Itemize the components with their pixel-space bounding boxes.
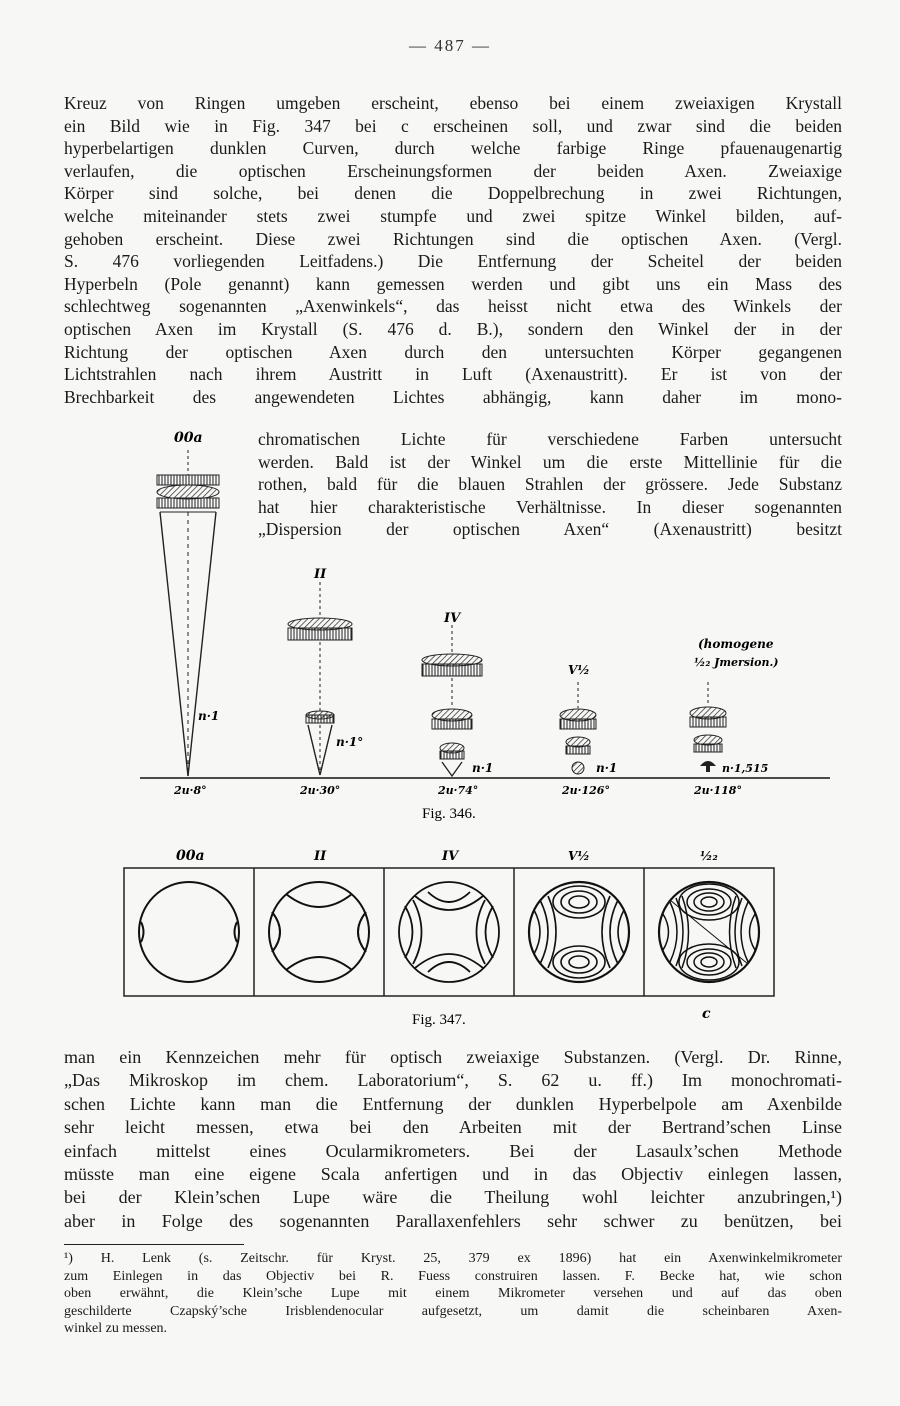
interference-panel-IV xyxy=(399,882,499,982)
footnote-rule xyxy=(64,1244,244,1245)
paragraph-2-line: „Dispersion der optischen Axen“ (Axenaustritt) besitzt xyxy=(258,519,842,540)
interference-panel-00a xyxy=(139,882,239,982)
figure-346 xyxy=(110,420,850,830)
fig346-n-00a: n·1 xyxy=(198,709,220,723)
paragraph-3-line: schen Lichte kann man die Entfernung der dunklen Hyperbelpole am Axenbilde xyxy=(64,1093,842,1114)
paragraph-1-line: Hyperbeln (Pole genannt) kann gemessen werden und gibt uns ein Mass des xyxy=(64,273,842,294)
paragraph-2-line: chromatischen Lichte für verschiedene Farben untersucht xyxy=(258,429,842,449)
fig346-label-00a: 00a xyxy=(174,430,203,446)
paragraph-3-line: müsste man eine eigene Scala anfertigen und in das Objectiv einlegen lassen, xyxy=(64,1164,842,1185)
paragraph-2-line: rothen, bald für die blauen Strahlen der grössere. Jede Substanz xyxy=(258,474,842,495)
paragraph-1-line: gehoben erscheint. Diese zwei Richtungen sind die optischen Axen. (Vergl. xyxy=(64,228,842,249)
paragraph-1-line: Brechbarkeit des angewendeten Lichtes abhängig, kann daher im mono- xyxy=(64,386,842,407)
objective-V-half xyxy=(560,682,596,774)
fig346-label-V-half: V½ xyxy=(568,663,590,677)
interference-panel-twelfth xyxy=(659,882,759,982)
paragraph-1-line: hyperbelartigen dunklen Curven, durch welche farbige Ringe pfauenaugenartig xyxy=(64,138,842,159)
fig346-angle-00a: 2u·8° xyxy=(174,784,207,797)
objective-twelfth xyxy=(690,682,726,772)
page-number: — 487 — xyxy=(409,36,491,55)
paragraph-1-line: schlechtweg sogenannten „Axenwinkels“, das heisst nicht etwa des Winkels der xyxy=(64,296,842,317)
interference-panel-V-half xyxy=(529,882,629,982)
footnote-line: winkel zu messen. xyxy=(64,1321,168,1337)
paragraph-1-line: welche miteinander stets zwei stumpfe und zwei spitze Winkel bilden, auf- xyxy=(64,205,842,226)
fig346-label-II: II xyxy=(314,567,327,582)
fig346-n-twelfth: n·1,515 xyxy=(722,762,769,775)
paragraph-1-line: Kreuz von Ringen umgeben erscheint, ebenso bei einem zweiaxigen Krystall xyxy=(64,93,842,113)
paragraph-2-line: hat hier charakteristische Verhältnisse. In dieser sogenannten xyxy=(258,496,842,517)
paragraph-3-line: sehr leicht messen, etwa bei den Arbeiten mit der Bertrand’schen Linse xyxy=(64,1117,842,1138)
fig347-label-II: II xyxy=(314,849,327,864)
paragraph-1-line: Körper sind solche, bei denen die Doppelbrechung in zwei Richtungen, xyxy=(64,183,842,204)
paragraph-1-line: Lichtstrahlen nach ihrem Austritt in Luft (Axenaustritt). Er ist von der xyxy=(64,364,842,385)
fig346-label-immersion: ½₂ Jmersion.) xyxy=(694,656,779,669)
fig346-angle-twelfth: 2u·118° xyxy=(694,784,742,797)
fig346-angle-IV: 2u·74° xyxy=(438,784,479,797)
paragraph-1 xyxy=(64,92,842,408)
objective-IV xyxy=(422,625,482,776)
fig347-label-00a: 00a xyxy=(176,848,205,864)
fig347-label-IV: IV xyxy=(442,849,459,864)
fig346-caption: Fig. 346. xyxy=(422,806,476,822)
paragraph-1-line: optischen Axen im Krystall (S. 476 d. B.), sondern den Winkel der in der xyxy=(64,318,842,339)
paragraph-1-line: verlaufen, die optischen Erscheinungsformen der beiden Axen. Zweiaxige xyxy=(64,160,842,181)
paragraph-1-line: S. 476 vorliegenden Leitfadens.) Die Entfernung der Scheitel der beiden xyxy=(64,251,842,272)
objective-00a xyxy=(157,450,219,776)
fig346-label-homogene: (homogene xyxy=(698,637,774,651)
paragraph-3-line: einfach mittelst eines Ocularmikrometers. Bei der Lasaulx’schen Methode xyxy=(64,1140,842,1161)
paragraph-3-line: „Das Mikroskop im chem. Laboratorium“, S. 62 u. ff.) Im monochromati- xyxy=(64,1070,842,1091)
footnote-line: oben erwähnt, die Klein’sche Lupe mit einem Mikrometer versehen und auf das oben xyxy=(64,1286,842,1302)
fig346-n-IV: n·1 xyxy=(472,761,494,775)
paragraph-3-line: man ein Kennzeichen mehr für optisch zweiaxige Substanzen. (Vergl. Dr. Rinne, xyxy=(64,1047,842,1067)
fig347-label-twelfth: ½₂ xyxy=(700,849,718,863)
fig346-angle-V-half: 2u·126° xyxy=(562,784,610,797)
footnote-line: geschilderte Czapský’sche Irisblendenocular aufgesetzt, um damit die scheinbaren Axen- xyxy=(64,1303,842,1319)
footnote-line: ¹) H. Lenk (s. Zeitschr. für Kryst. 25, 379 ex 1896) hat ein Axenwinkelmikrometer xyxy=(64,1251,842,1266)
fig346-label-IV: IV xyxy=(444,611,461,626)
interference-panel-II xyxy=(269,882,369,982)
paragraph-3-line: aber in Folge des sogenannten Parallaxenfehlers sehr schwer zu benützen, bei xyxy=(64,1210,842,1231)
paragraph-3-line: bei der Klein’schen Lupe wäre die Theilung wohl leichter anzubringen,¹) xyxy=(64,1187,842,1208)
figure-347 xyxy=(110,840,790,1040)
fig346-n-II: n·1° xyxy=(336,735,364,749)
paragraph-3 xyxy=(64,1046,842,1233)
paragraph-1-line: Richtung der optischen Axen durch den untersuchten Körper gegangenen xyxy=(64,341,842,362)
fig346-angle-II: 2u·30° xyxy=(300,784,341,797)
fig346-n-V-half: n·1 xyxy=(596,761,618,775)
fig347-caption: Fig. 347. xyxy=(412,1012,466,1028)
footnote xyxy=(64,1250,842,1338)
fig347-label-c: c xyxy=(702,1006,711,1022)
fig347-label-V-half: V½ xyxy=(568,849,590,863)
paragraph-1-line: ein Bild wie in Fig. 347 bei c erscheinen soll, und zwar sind die beiden xyxy=(64,115,842,136)
footnote-line: zum Einlegen in das Objectiv bei R. Fuess construiren lassen. F. Becke hat, wie schon xyxy=(64,1268,842,1284)
paragraph-2-line: werden. Bald ist der Winkel um die erste Mittellinie für die xyxy=(258,451,842,472)
